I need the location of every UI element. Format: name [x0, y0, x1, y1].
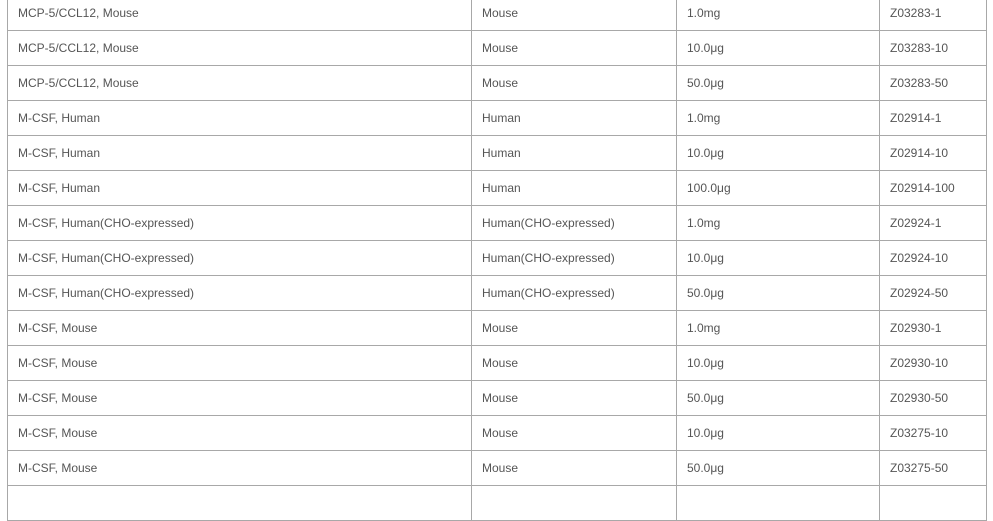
product-name-cell: MCP-5/CCL12, Mouse: [8, 31, 472, 66]
empty-cell: [677, 486, 880, 521]
species-cell: Human(CHO-expressed): [472, 241, 677, 276]
product-name-cell: M-CSF, Human(CHO-expressed): [8, 206, 472, 241]
species-cell: Human: [472, 101, 677, 136]
table-row: [8, 381, 987, 416]
product-name-cell: M-CSF, Human: [8, 171, 472, 206]
size-cell: 1.0mg: [677, 101, 880, 136]
product-name-cell: M-CSF, Human(CHO-expressed): [8, 241, 472, 276]
size-cell: 10.0μg: [677, 241, 880, 276]
product-name-cell: M-CSF, Mouse: [8, 311, 472, 346]
species-cell: Mouse: [472, 416, 677, 451]
table-row: [8, 206, 987, 241]
product-name-cell: M-CSF, Human: [8, 136, 472, 171]
catalog-number-cell: Z02930-1: [880, 311, 987, 346]
product-name-cell: M-CSF, Mouse: [8, 346, 472, 381]
table-row: [8, 171, 987, 206]
catalog-number-cell: Z03283-10: [880, 31, 987, 66]
catalog-number-cell: Z02914-1: [880, 101, 987, 136]
species-cell: Human: [472, 171, 677, 206]
product-name-cell: M-CSF, Mouse: [8, 381, 472, 416]
table-row: [8, 241, 987, 276]
product-table: [7, 0, 987, 521]
table-row: [8, 66, 987, 101]
size-cell: 50.0μg: [677, 66, 880, 101]
species-cell: Mouse: [472, 0, 677, 31]
product-name-cell: MCP-5/CCL12, Mouse: [8, 66, 472, 101]
table-row: [8, 451, 987, 486]
table-row: [8, 311, 987, 346]
size-cell: 1.0mg: [677, 0, 880, 31]
table-row: [8, 31, 987, 66]
catalog-number-cell: Z03275-50: [880, 451, 987, 486]
catalog-number-cell: Z02914-100: [880, 171, 987, 206]
table-row: [8, 136, 987, 171]
catalog-number-cell: Z02924-50: [880, 276, 987, 311]
table-row: [8, 346, 987, 381]
species-cell: Mouse: [472, 451, 677, 486]
species-cell: Mouse: [472, 66, 677, 101]
species-cell: Human: [472, 136, 677, 171]
product-table-body: [8, 0, 987, 521]
product-name-cell: M-CSF, Human: [8, 101, 472, 136]
species-cell: Mouse: [472, 346, 677, 381]
table-row-partial: [8, 486, 987, 521]
catalog-number-cell: Z02924-10: [880, 241, 987, 276]
size-cell: 1.0mg: [677, 311, 880, 346]
catalog-number-cell: Z03275-10: [880, 416, 987, 451]
species-cell: Mouse: [472, 311, 677, 346]
catalog-number-cell: Z02914-10: [880, 136, 987, 171]
catalog-number-cell: Z02930-50: [880, 381, 987, 416]
catalog-number-cell: Z02930-10: [880, 346, 987, 381]
product-table-container: [7, 0, 986, 521]
empty-cell: [8, 486, 472, 521]
species-cell: Mouse: [472, 31, 677, 66]
size-cell: 50.0μg: [677, 381, 880, 416]
product-name-cell: M-CSF, Human(CHO-expressed): [8, 276, 472, 311]
size-cell: 10.0μg: [677, 31, 880, 66]
size-cell: 100.0μg: [677, 171, 880, 206]
product-name-cell: MCP-5/CCL12, Mouse: [8, 0, 472, 31]
species-cell: Human(CHO-expressed): [472, 206, 677, 241]
size-cell: 1.0mg: [677, 206, 880, 241]
catalog-number-cell: Z03283-1: [880, 0, 987, 31]
product-name-cell: M-CSF, Mouse: [8, 451, 472, 486]
size-cell: 10.0μg: [677, 346, 880, 381]
species-cell: Human(CHO-expressed): [472, 276, 677, 311]
table-row: [8, 276, 987, 311]
product-name-cell: M-CSF, Mouse: [8, 416, 472, 451]
catalog-number-cell: Z03283-50: [880, 66, 987, 101]
empty-cell: [880, 486, 987, 521]
size-cell: 50.0μg: [677, 276, 880, 311]
size-cell: 10.0μg: [677, 416, 880, 451]
species-cell: Mouse: [472, 381, 677, 416]
catalog-number-cell: Z02924-1: [880, 206, 987, 241]
empty-cell: [472, 486, 677, 521]
table-row: [8, 101, 987, 136]
size-cell: 50.0μg: [677, 451, 880, 486]
size-cell: 10.0μg: [677, 136, 880, 171]
table-row: [8, 0, 987, 31]
table-row: [8, 416, 987, 451]
